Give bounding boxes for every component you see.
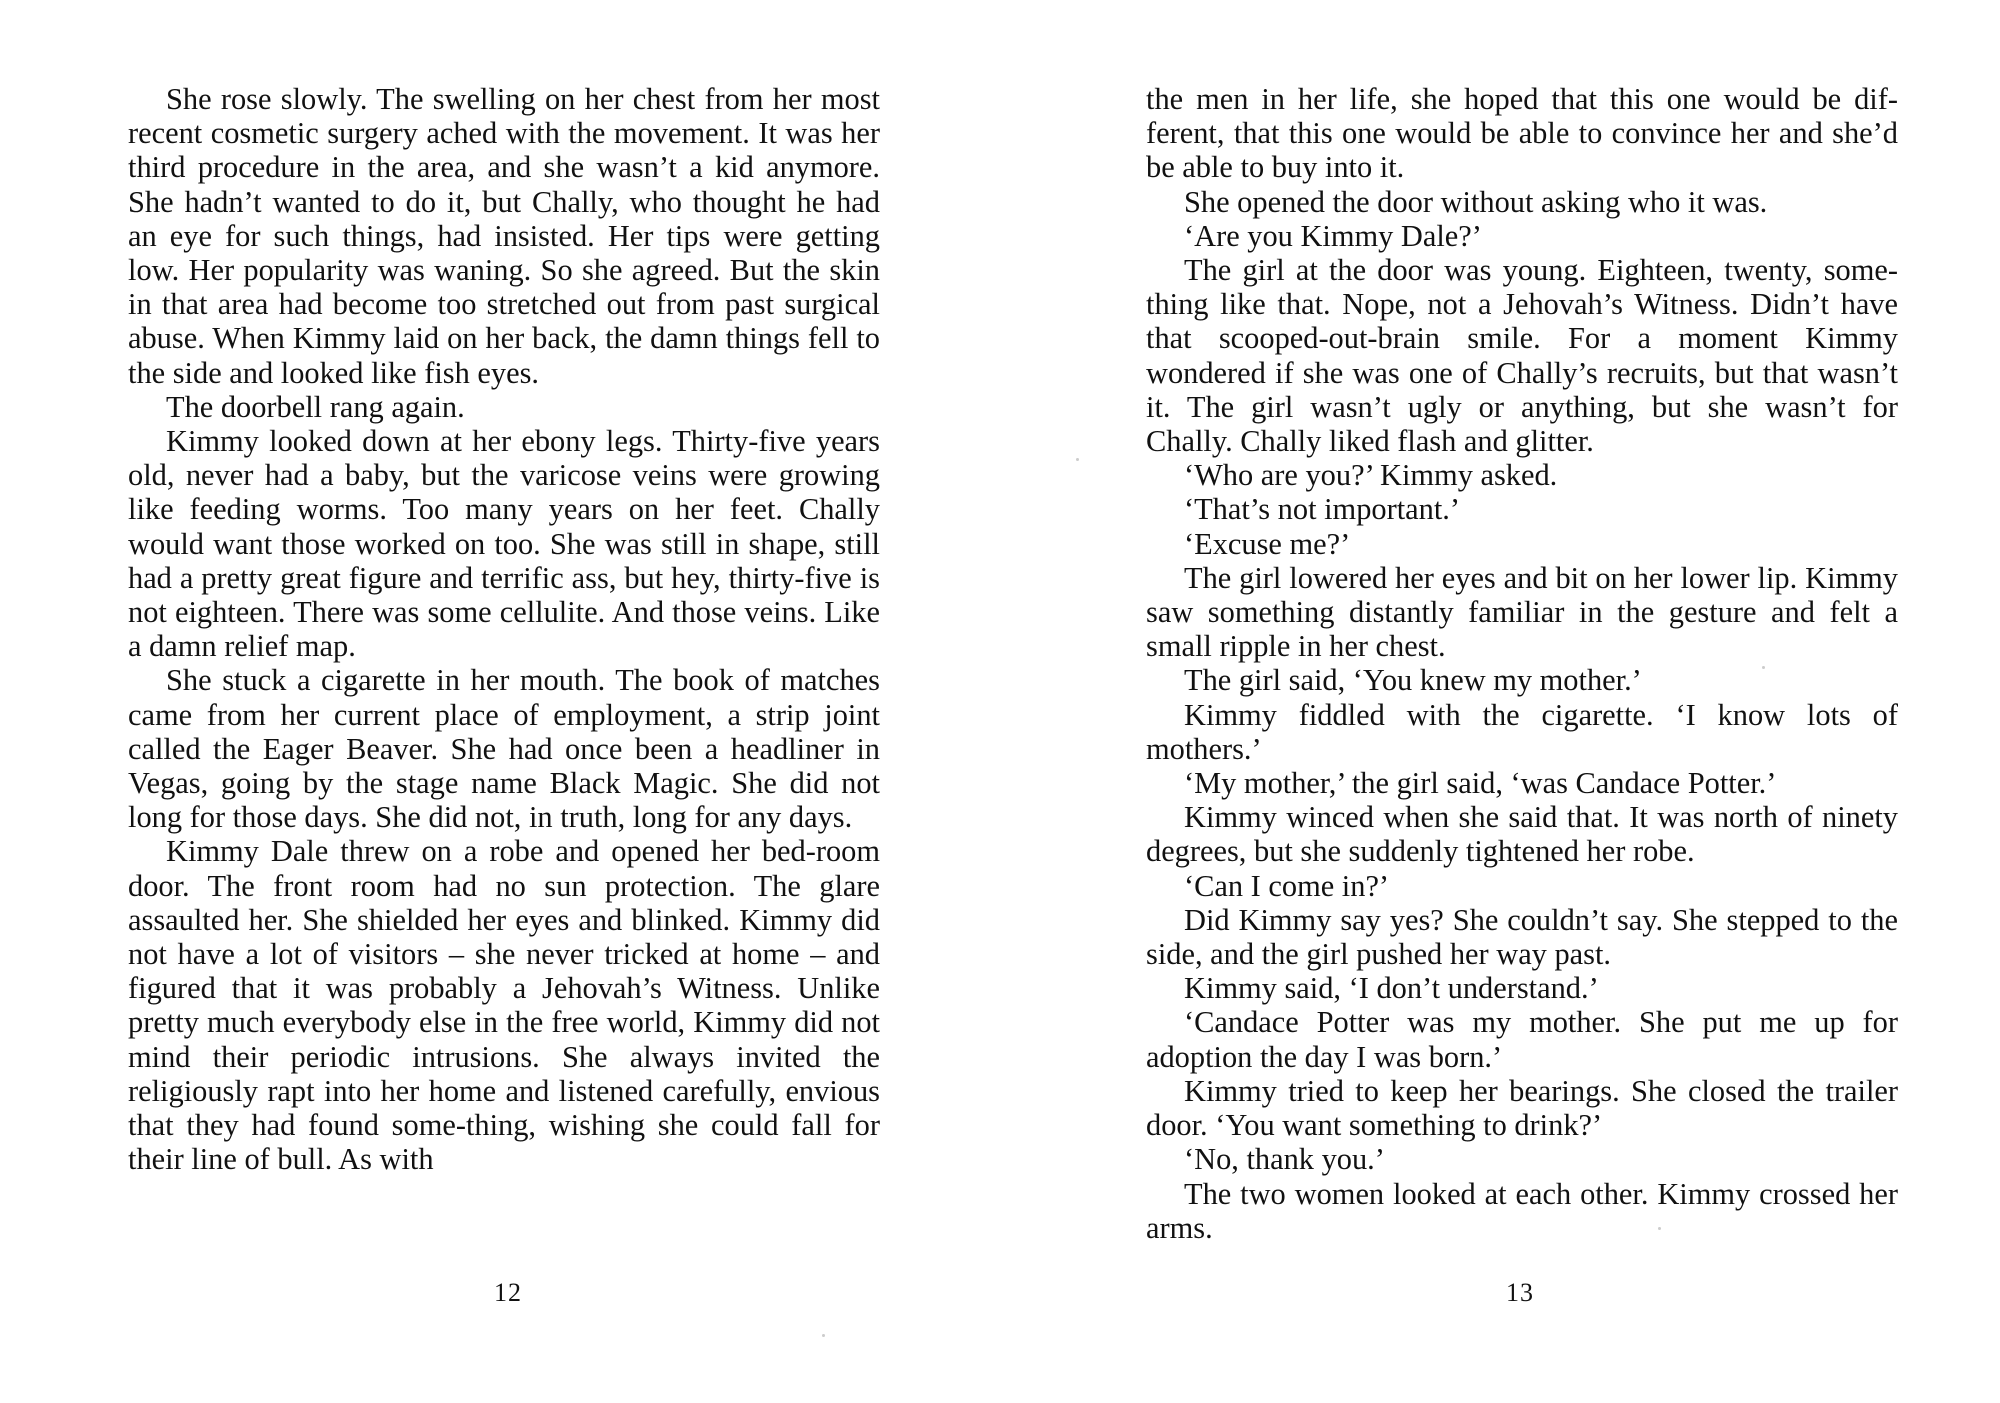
right-paragraph-3: ‘Are you Kimmy Dale?’ bbox=[1184, 218, 1482, 253]
right-paragraph-4: The girl at the door was young. Eighteen, twenty, some-thing like that. Nope, not a Jehovah’s Witness. Didn’t have that scooped-out-brain smile. For a moment Kimmy wondered if she was one of Chally’s recruits, but that wasn’t it. The girl wasn’t ugly or anything, but she wasn’t for Chally. Chally liked flash and glitter. bbox=[1146, 253, 1898, 459]
right-page bbox=[1146, 82, 1898, 1245]
scan-speck bbox=[1076, 458, 1079, 461]
right-paragraph-5: ‘Who are you?’ Kimmy asked. bbox=[1184, 458, 1558, 493]
right-page-number: 13 bbox=[1506, 1278, 1534, 1307]
scan-speck bbox=[822, 1334, 825, 1337]
right-paragraph-17: Kimmy tried to keep her bearings. She closed the trailer door. ‘You want something to drink?’ bbox=[1146, 1073, 1898, 1143]
right-paragraph-8: The girl lowered her eyes and bit on her lower lip. Kimmy saw something distantly familiar in the gesture and felt a small ripple in her chest. bbox=[1146, 560, 1898, 664]
right-paragraph-15: Kimmy said, ‘I don’t understand.’ bbox=[1184, 971, 1599, 1006]
scan-speck bbox=[1658, 1227, 1661, 1230]
right-paragraph-1: the men in her life, she hoped that this one would be dif-ferent, that this one would be able to convince her and she’d be able to buy into it. bbox=[1146, 82, 1898, 185]
right-paragraph-7: ‘Excuse me?’ bbox=[1184, 526, 1351, 561]
right-paragraph-14: Did Kimmy say yes? She couldn’t say. She stepped to the side, and the girl pushed her way past. bbox=[1146, 902, 1898, 972]
left-page-number: 12 bbox=[494, 1278, 522, 1307]
left-paragraph-5: Kimmy Dale threw on a robe and opened her bed-room door. The front room had no sun protection. The glare assaulted her. She shielded her eyes and blinked. Kimmy did not have a lot of visitors – she never tricked at home – and figured that it was probably a Jehovah’s Witness. Unlike pretty much everybody else in the free world, Kimmy did not mind their periodic intrusions. She always invited the religiously rapt into her home and listened carefully, envious that they had found some-thing, wishing she could fall for their line of bull. As with bbox=[128, 834, 880, 1177]
right-paragraph-18: ‘No, thank you.’ bbox=[1184, 1142, 1385, 1177]
right-paragraph-6: ‘That’s not important.’ bbox=[1184, 492, 1460, 527]
left-paragraph-2: The doorbell rang again. bbox=[166, 389, 465, 424]
right-paragraph-11: ‘My mother,’ the girl said, ‘was Candace Potter.’ bbox=[1184, 766, 1777, 801]
left-paragraph-1: She rose slowly. The swelling on her chest from her most recent cosmetic surgery ached with the movement. It was her third procedure in the area, and she wasn’t a kid anymore. She hadn’t wanted to do it, but Chally, who thought he had an eye for such things, had insisted. Her tips were getting low. Her popularity was waning. So she agreed. But the skin in that area had become too stretched out from past surgical abuse. When Kimmy laid on her back, the damn things fell to the side and looked like fish eyes. bbox=[128, 82, 880, 390]
right-paragraph-16: ‘Candace Potter was my mother. She put me up for adoption the day I was born.’ bbox=[1146, 1005, 1898, 1074]
left-page bbox=[128, 82, 880, 1177]
right-paragraph-13: ‘Can I come in?’ bbox=[1184, 868, 1390, 903]
right-paragraph-10: Kimmy fiddled with the cigarette. ‘I know lots of mothers.’ bbox=[1146, 697, 1898, 766]
scan-speck bbox=[1762, 666, 1765, 669]
right-page-body bbox=[1146, 82, 1898, 1245]
left-paragraph-4: She stuck a cigarette in her mouth. The book of matches came from her current place of employment, a strip joint called the Eager Beaver. She had once been a headliner in Vegas, going by the stage name Black Magic. She did not long for those days. She did not, in truth, long for any days. bbox=[128, 663, 880, 835]
right-paragraph-19: The two women looked at each other. Kimmy crossed her arms. bbox=[1146, 1176, 1898, 1245]
right-paragraph-12: Kimmy winced when she said that. It was north of ninety degrees, but she suddenly tightened her robe. bbox=[1146, 800, 1898, 869]
left-page-body bbox=[128, 82, 880, 1177]
right-paragraph-9: The girl said, ‘You knew my mother.’ bbox=[1184, 663, 1642, 698]
right-paragraph-2: She opened the door without asking who it was. bbox=[1184, 184, 1768, 219]
left-paragraph-3: Kimmy looked down at her ebony legs. Thirty-five years old, never had a baby, but the varicose veins were growing like feeding worms. Too many years on her feet. Chally would want those worked on too. She was still in shape, still had a pretty great figure and terrific ass, but hey, thirty-five is not eighteen. There was some cellulite. And those veins. Like a damn relief map. bbox=[128, 424, 880, 664]
